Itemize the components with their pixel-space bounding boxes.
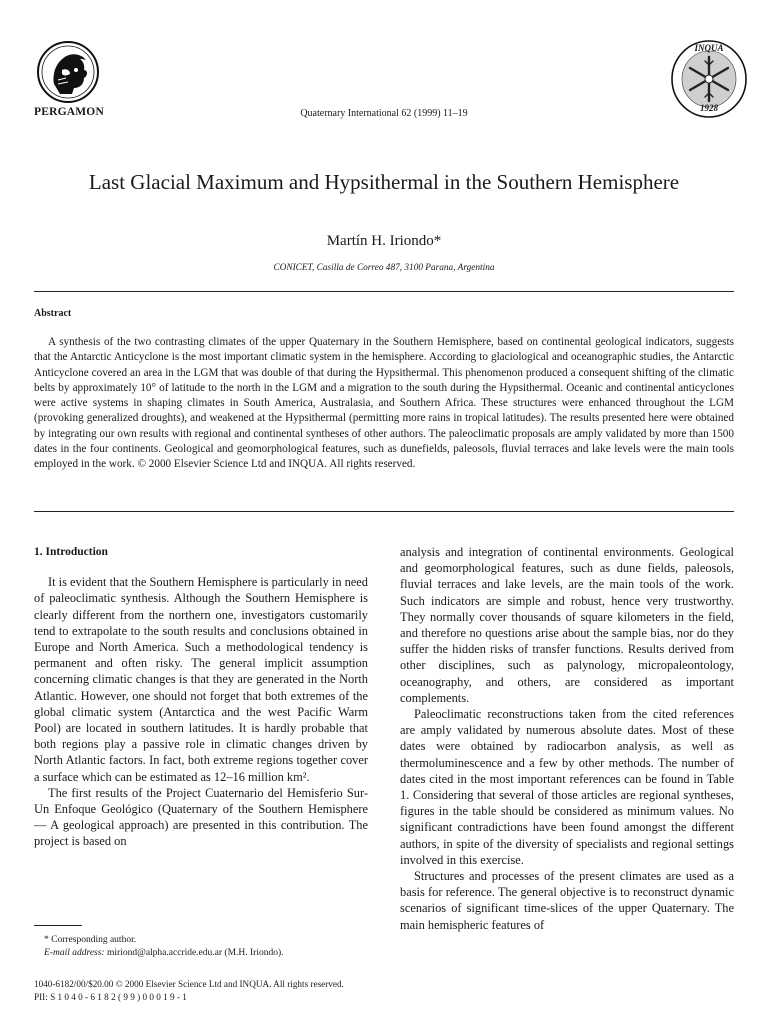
paragraph: The first results of the Project Cuaternario del Hemisferio Sur-Un Enfoque Geológico (Quaternary of the Southern Hemisphere — A geological approach) are presented in this contribution. The project is based on [34, 785, 368, 849]
pii-line: PII: S 1 0 4 0 - 6 1 8 2 ( 9 9 ) 0 0 0 1 9 - 1 [34, 992, 187, 1002]
copyright-line: 1040-6182/00/$20.00 © 2000 Elsevier Science Ltd and INQUA. All rights reserved. [34, 979, 344, 989]
article-title: Last Glacial Maximum and Hypsithermal in the Southern Hemisphere [88, 170, 680, 194]
divider-bottom [34, 511, 734, 512]
paragraph: Paleoclimatic reconstructions taken from the cited references are amply validated by numerous absolute dates. Most of these dates were obtained by radiocarbon analysis, as well as thermoluminescence and a few by other methods. The number of dates cited in the most important references can be found in Table 1. Considering that several of those articles are regional syntheses, figures in the table should be considered as minimum values. No significant contradictions have been found amongst the different authors, in spite of the diversity of specialists and regional settings involved in this exercise. [400, 707, 734, 867]
corresponding-author-note: * Corresponding author. [44, 935, 137, 945]
publisher-name: PERGAMON [34, 106, 104, 118]
abstract-text: A synthesis of the two contrasting climates of the upper Quaternary in the Southern Hemisphere, based on continental geological indicators, suggests that the Antarctic Anticyclone is the most important climatic system in the hemisphere. According to glaciological and oceanographic studies, the Antarctic Anticyclone covered an area in the LGM that was double of that during the Hypsithermal. This phenomenon produced a consequent shifting of the climatic belts by approximately 10° of latitude to the north in the LGM and a migration to the south during the Hypsithermal. Oceanic and continental anticyclones were active systems in shaping climates in South America, Australasia, and Southern Africa. These structures were enhanced throughout the LGM (provoking generalized droughts), and weakened at the Hypsithermal (permitting more rains in tropical latitudes). The results presented here were obtained by integrating our own results with regional and continental syntheses of other authors. The paleoclimatic proposals are amply validated by more than 1500 dates in the four continents. Geological and geomorphological features, such as dunefields, paleosols, fluvial terraces and lake levels were the main tools employed in the work. © 2000 Elsevier Science Ltd and INQUA. All rights reserved. [34, 336, 734, 471]
article-author: Martín H. Iriondo* [326, 233, 442, 249]
paragraph: analysis and integration of continental environments. Geological and geomorphological features, such as dune fields, paleosols, fluvial terraces and lake levels, are the main tools of the work. Such indicators are simple and robust, hence very trustworthy. They normally cover thousands of square kilometers in the field, and therefore no questions arise about the sample bias, nor do they suffer the hidden risks of transfer functions. Results derived from other disciplines, such as palynology, micropaleontology, oceanography, and others, are considered as important complements. [400, 545, 734, 705]
inqua-seal [670, 40, 748, 118]
paragraph: It is evident that the Southern Hemisphere is particularly in need of paleoclimatic synthesis. Although the Southern Hemisphere is clearly different from the northern one, investigators customarily tend to extrapolate to the south results and conclusions obtained in Europe and North America. Such a methodological tendency is permanent and often risky. The general implicit assumption concerning climatic changes is that they are generated in the North Atlantic. However, one should not forget that both extremes of the global climatic system (Antarctica and the west Pacific Warm Pool) are located in southern latitudes. It is hardly probable that both regions play a passive role in climatic changes driven by North Atlantic factors. In fact, both extreme regions together cover a surface which can be estimated as 12–16 million km². [34, 575, 369, 784]
author-affiliation: CONICET, Casilla de Correo 487, 3100 Parana, Argentina [273, 263, 495, 273]
section-heading: 1. Introduction [34, 546, 108, 558]
email-label: E-mail address: [44, 948, 105, 958]
journal-citation: Quaternary International 62 (1999) 11–19 [300, 108, 468, 119]
paragraph: Structures and processes of the present climates are used as a basis for reference. The general objective is to reconstruct dynamic scenarios of significant time-slices of the upper Quaternary. The main hemispheric features of [400, 869, 734, 932]
inqua-seal-year: 1928 [700, 103, 718, 113]
footnote [44, 934, 284, 960]
left-column [34, 544, 368, 850]
page-footer [34, 978, 344, 1004]
pergamon-logo-icon [36, 40, 100, 104]
abstract-heading: Abstract [34, 308, 72, 319]
email-address[interactable]: miriond@alpha.accride.edu.ar (M.H. Iriondo). [106, 948, 284, 958]
right-column [400, 544, 734, 933]
footnote-rule [34, 925, 82, 926]
divider-top [34, 291, 734, 292]
inqua-seal-label: INQUA [694, 43, 724, 53]
